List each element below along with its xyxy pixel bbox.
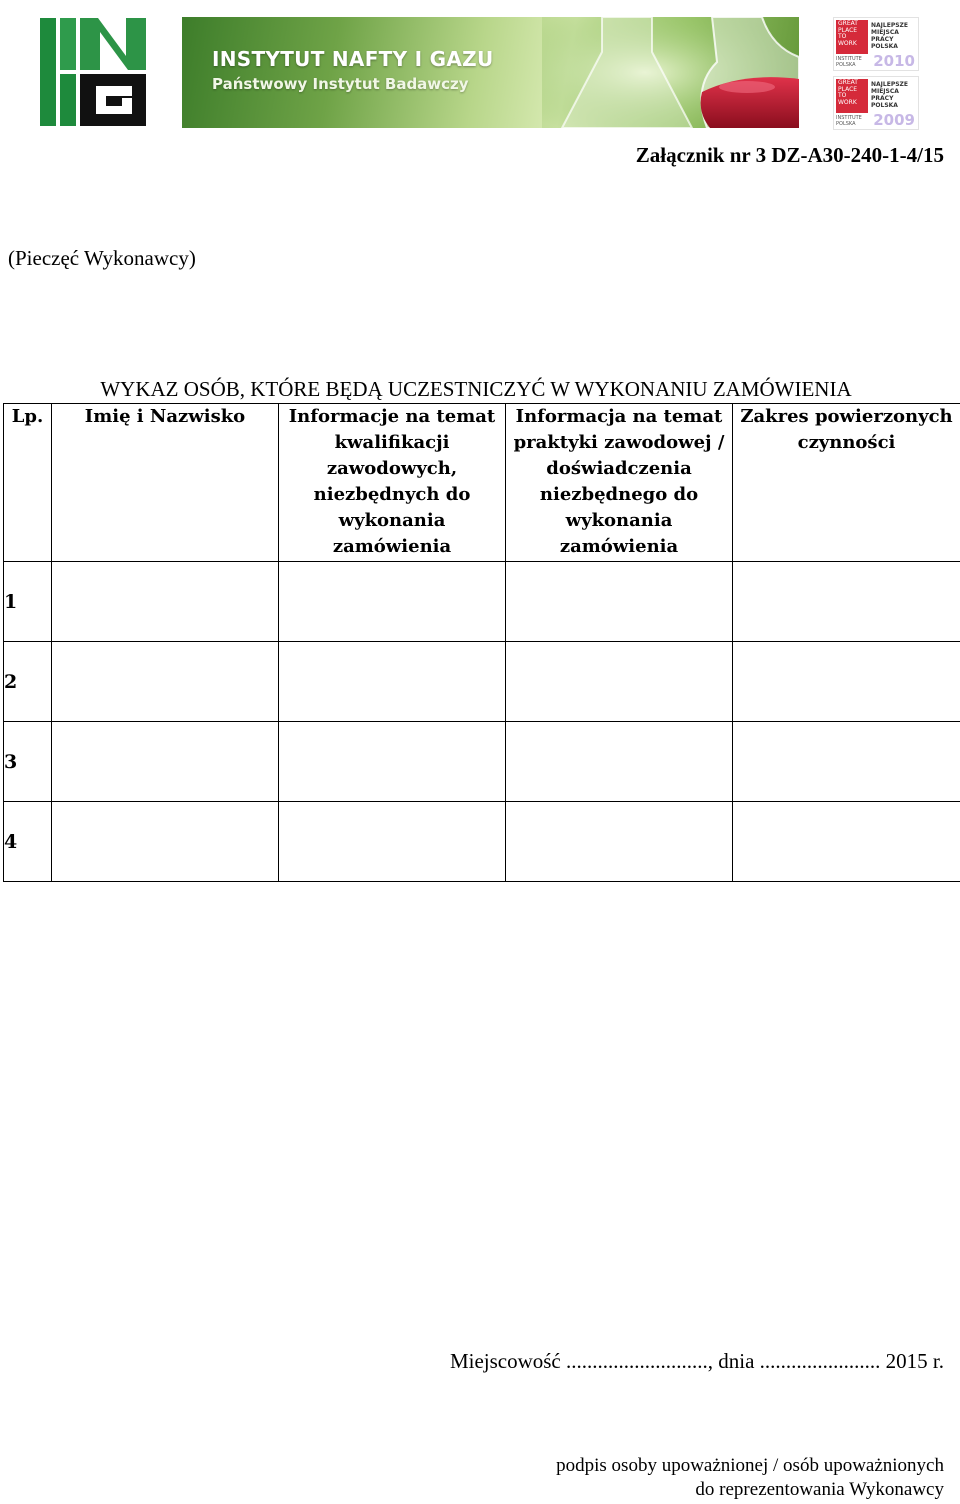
name-cell[interactable] <box>52 802 279 882</box>
header-line: Informacja na temat <box>515 406 723 427</box>
header-line: wykonania <box>338 510 446 531</box>
row-number: 1 <box>4 562 52 642</box>
scope-cell[interactable] <box>733 802 960 882</box>
scope-cell[interactable] <box>733 642 960 722</box>
inig-logo <box>38 16 150 128</box>
name-cell[interactable] <box>52 642 279 722</box>
inig-logo-mark <box>38 16 150 128</box>
header-experience <box>506 404 733 562</box>
header-line: wykonania <box>565 510 673 531</box>
attachment-number: Załącznik nr 3 DZ-A30-240-1-4/15 <box>635 143 944 167</box>
table-row <box>4 802 960 882</box>
badge-label: GREAT PLACE TO WORK <box>836 20 868 54</box>
signature-caption-line2: do reprezentowania Wykonawcy <box>695 1479 944 1500</box>
institute-subtitle: Państwowy Instytut Badawczy <box>212 75 469 93</box>
header-line: zawodowych, <box>326 458 458 479</box>
table-row <box>4 722 960 802</box>
great-place-to-work-badge-2009 <box>833 76 919 130</box>
table-header-row <box>4 404 960 562</box>
contractor-stamp-placeholder: (Pieczęć Wykonawcy) <box>8 246 196 270</box>
badge-institute: INSTITUTE POLSKA <box>836 56 862 68</box>
header-line: zamówienia <box>332 536 452 557</box>
qualifications-cell[interactable] <box>279 642 506 722</box>
badge-year: 2009 <box>873 111 915 129</box>
header-line: doświadczenia <box>546 458 692 479</box>
header-line: kwalifikacji <box>334 432 450 453</box>
badge-label: GREAT PLACE TO WORK <box>836 79 868 113</box>
badge-name: NAJLEPSZE MIEJSCA PRACY POLSKA <box>871 22 908 50</box>
header-line: praktyki zawodowej / <box>513 432 725 453</box>
name-cell[interactable] <box>52 562 279 642</box>
header-scope <box>733 404 960 562</box>
scope-cell[interactable] <box>733 562 960 642</box>
institute-banner <box>182 17 799 128</box>
qualifications-cell[interactable] <box>279 562 506 642</box>
qualifications-cell[interactable] <box>279 802 506 882</box>
qualifications-cell[interactable] <box>279 722 506 802</box>
table-row <box>4 642 960 722</box>
row-number: 2 <box>4 642 52 722</box>
experience-cell[interactable] <box>506 642 733 722</box>
laboratory-flask-image <box>542 17 799 128</box>
badge-institute: INSTITUTE POLSKA <box>836 115 862 127</box>
header-line: niezbędnych do <box>313 484 471 505</box>
great-place-to-work-badge-2010 <box>833 17 919 71</box>
experience-cell[interactable] <box>506 722 733 802</box>
experience-cell[interactable] <box>506 562 733 642</box>
header-line: Informacje na temat <box>288 406 496 427</box>
header-lp: Lp. <box>4 404 52 562</box>
document-title: WYKAZ OSÓB, KTÓRE BĘDĄ UCZESTNICZYĆ W WYKONANIU ZAMÓWIENIA <box>100 377 852 401</box>
header-qualifications <box>279 404 506 562</box>
table-row <box>4 562 960 642</box>
header-name: Imię i Nazwisko <box>52 404 279 562</box>
row-number: 3 <box>4 722 52 802</box>
header-line: czynności <box>797 432 896 453</box>
header-line: zamówienia <box>559 536 679 557</box>
institute-name: INSTYTUT NAFTY I GAZU <box>212 47 494 71</box>
badge-name: NAJLEPSZE MIEJSCA PRACY POLSKA <box>871 81 908 109</box>
personnel-table <box>3 403 960 882</box>
name-cell[interactable] <box>52 722 279 802</box>
badge-year: 2010 <box>873 52 915 70</box>
experience-cell[interactable] <box>506 802 733 882</box>
row-number: 4 <box>4 802 52 882</box>
header-line: Zakres powierzonych <box>740 406 953 427</box>
place-and-date-line: Miejscowość ..........................., dnia ....................... 2015 r. <box>449 1349 944 1373</box>
header-line: niezbędnego do <box>539 484 699 505</box>
scope-cell[interactable] <box>733 722 960 802</box>
signature-caption-line1: podpis osoby upoważnionej / osób upoważnionych <box>556 1455 944 1476</box>
